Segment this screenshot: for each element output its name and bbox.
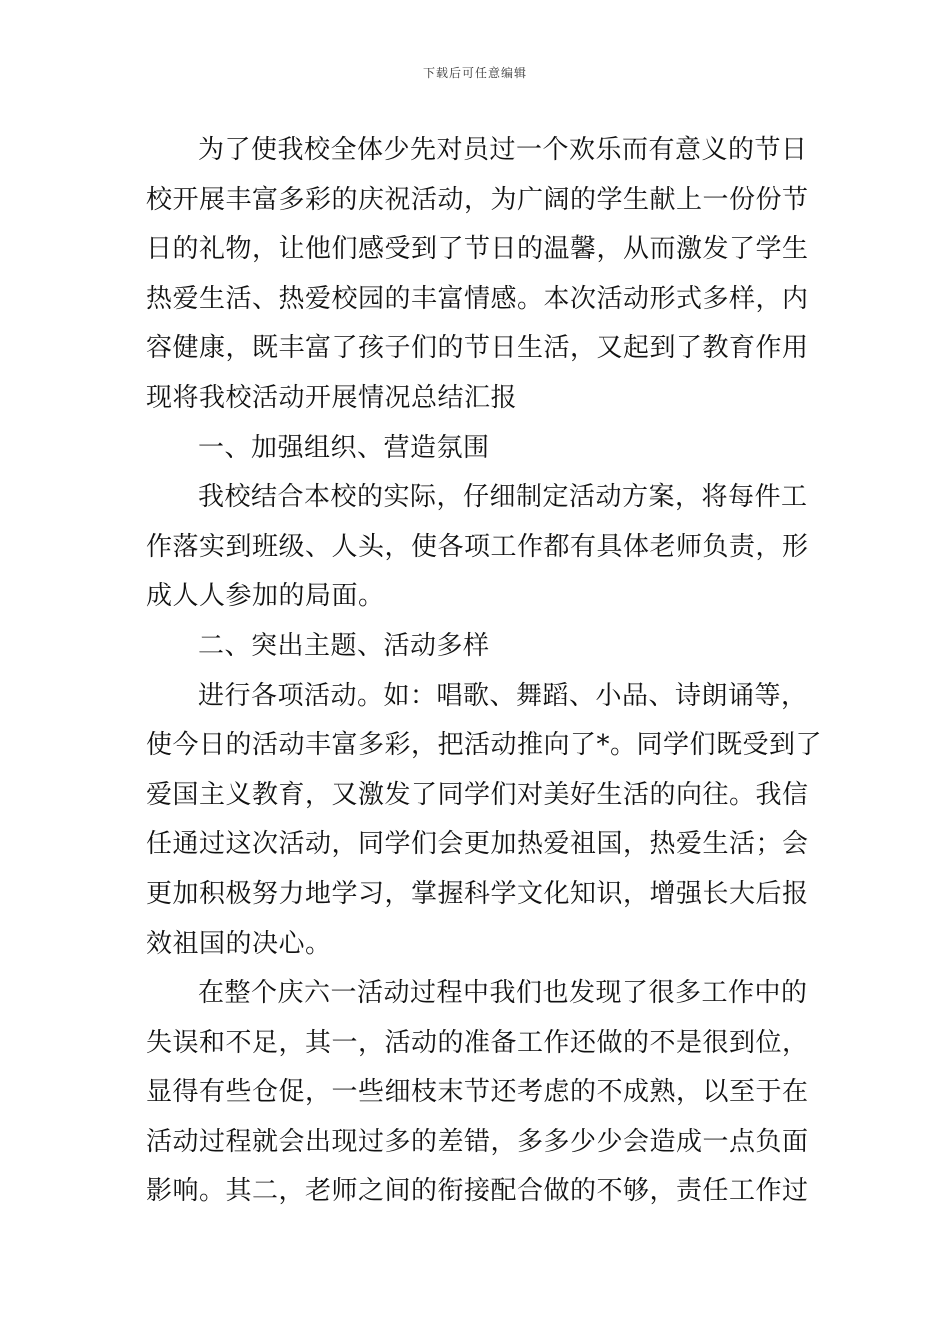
- text-line: 二、突出主题、活动多样: [198, 630, 490, 661]
- text-line: 使今日的活动丰富多彩，把活动推向了*。同学们既受到了: [146, 730, 823, 761]
- text-line: 我校结合本校的实际，仔细制定活动方案，将每件工: [198, 482, 808, 513]
- text-line: 活动过程就会出现过多的差错，多多少少会造成一点负面: [146, 1126, 809, 1157]
- text-line: 一、加强组织、营造氛围: [198, 432, 490, 463]
- text-line: 在整个庆六一活动过程中我们也发现了很多工作中的: [198, 978, 808, 1009]
- text-line: 影响。其二，老师之间的衔接配合做的不够，责任工作过: [146, 1176, 809, 1207]
- text-line: 日的礼物，让他们感受到了节日的温馨，从而激发了学生: [146, 234, 809, 265]
- text-line: 爱国主义教育，又激发了同学们对美好生活的向往。我信: [146, 779, 809, 810]
- text-line: 任通过这次活动，同学们会更加热爱祖国，热爱生活；会: [146, 829, 809, 860]
- text-line: 为了使我校全体少先对员过一个欢乐而有意义的节日: [198, 135, 808, 165]
- text-line: 容健康，既丰富了孩子们的节日生活，又起到了教育作用: [146, 333, 809, 364]
- text-line: 校开展丰富多彩的庆祝活动，为广阔的学生献上一份份节: [146, 184, 809, 215]
- text-line: 热爱生活、热爱校园的丰富情感。本次活动形式多样，内: [146, 283, 809, 314]
- text-line: 现将我校活动开展情况总结汇报: [146, 382, 518, 413]
- text-line: 进行各项活动。如：唱歌、舞蹈、小品、诗朗诵等，: [198, 680, 808, 711]
- text-line: 失误和不足，其一，活动的准备工作还做的不是很到位，: [146, 1027, 809, 1058]
- text-line: 显得有些仓促，一些细枝末节还考虑的不成熟，以至于在: [146, 1077, 809, 1108]
- page-header: 下载后可任意编辑: [422, 66, 527, 80]
- text-line: 效祖国的决心。: [146, 928, 332, 959]
- text-line: 成人人参加的局面。: [146, 581, 385, 612]
- text-line: 作落实到班级、人头，使各项工作都有具体老师负责，形: [146, 531, 809, 562]
- document-body: [146, 126, 823, 1217]
- text-line: 更加积极努力地学习，掌握科学文化知识，增强长大后报: [146, 878, 809, 909]
